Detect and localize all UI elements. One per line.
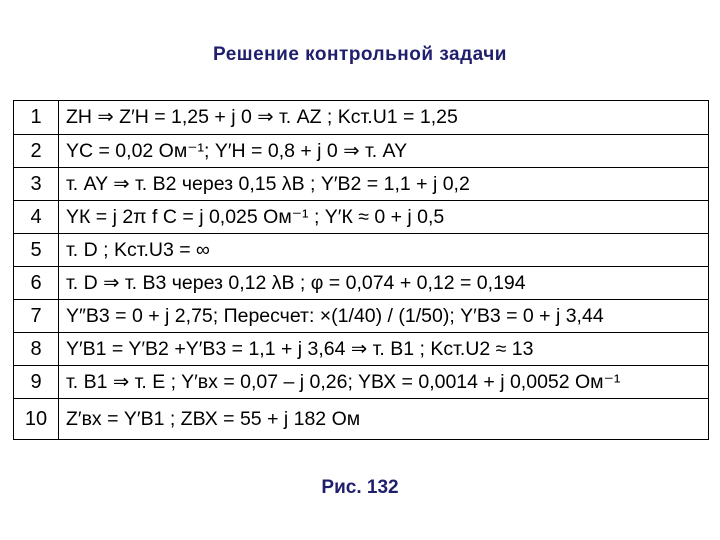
row-text: YК = j 2π f C = j 0,025 Ом⁻¹ ; Y′К ≈ 0 + j 0,5 bbox=[66, 206, 445, 228]
solution-table bbox=[13, 100, 709, 440]
row-text: т. D ; Kст.U3 = ∞ bbox=[66, 239, 210, 261]
row-text: т. B1 ⇒ т. E ; Y′вх = 0,07 – j 0,26; YВХ = 0,0014 + j 0,0052 Ом⁻¹ bbox=[66, 371, 621, 393]
row-text: Z′вх = Y′B1 ; ZВХ = 55 + j 182 Ом bbox=[66, 408, 361, 430]
row-text: Y′B1 = Y′B2 +Y′B3 = 1,1 + j 3,64 ⇒ т. B1 ; Kст.U2 ≈ 13 bbox=[66, 338, 534, 360]
page-title: Решение контрольной задачи bbox=[213, 44, 507, 65]
row-number: 2 bbox=[14, 135, 59, 168]
table-row bbox=[14, 134, 708, 168]
row-number: 7 bbox=[14, 300, 59, 333]
row-number: 5 bbox=[14, 234, 59, 267]
table-row bbox=[14, 332, 708, 366]
row-text: т. D ⇒ т. B3 через 0,12 λВ ; φ = 0,074 + 0,12 = 0,194 bbox=[66, 272, 526, 294]
row-text: ZН ⇒ Z′Н = 1,25 + j 0 ⇒ т. AZ ; Kст.U1 = 1,25 bbox=[66, 106, 458, 128]
table-row bbox=[14, 299, 708, 333]
table-row bbox=[14, 101, 708, 134]
row-number: 8 bbox=[14, 333, 59, 366]
row-number: 4 bbox=[14, 201, 59, 234]
table-row bbox=[14, 233, 708, 267]
row-number: 6 bbox=[14, 267, 59, 300]
row-number: 9 bbox=[14, 366, 59, 399]
row-text: Y″B3 = 0 + j 2,75; Пересчет: ×(1/40) / (1/50); Y′B3 = 0 + j 3,44 bbox=[66, 305, 604, 327]
table-row bbox=[14, 167, 708, 201]
table-row bbox=[14, 200, 708, 234]
row-number: 10 bbox=[14, 399, 59, 439]
row-text: т. AY ⇒ т. B2 через 0,15 λВ ; Y′B2 = 1,1 + j 0,2 bbox=[66, 173, 470, 195]
table-row bbox=[14, 365, 708, 399]
table-row bbox=[14, 266, 708, 300]
table-row bbox=[14, 398, 708, 439]
figure-caption: Рис. 132 bbox=[321, 477, 399, 498]
row-number: 1 bbox=[14, 101, 59, 134]
row-text: YС = 0,02 Ом⁻¹; Y′Н = 0,8 + j 0 ⇒ т. AY bbox=[66, 140, 408, 162]
row-number: 3 bbox=[14, 168, 59, 201]
